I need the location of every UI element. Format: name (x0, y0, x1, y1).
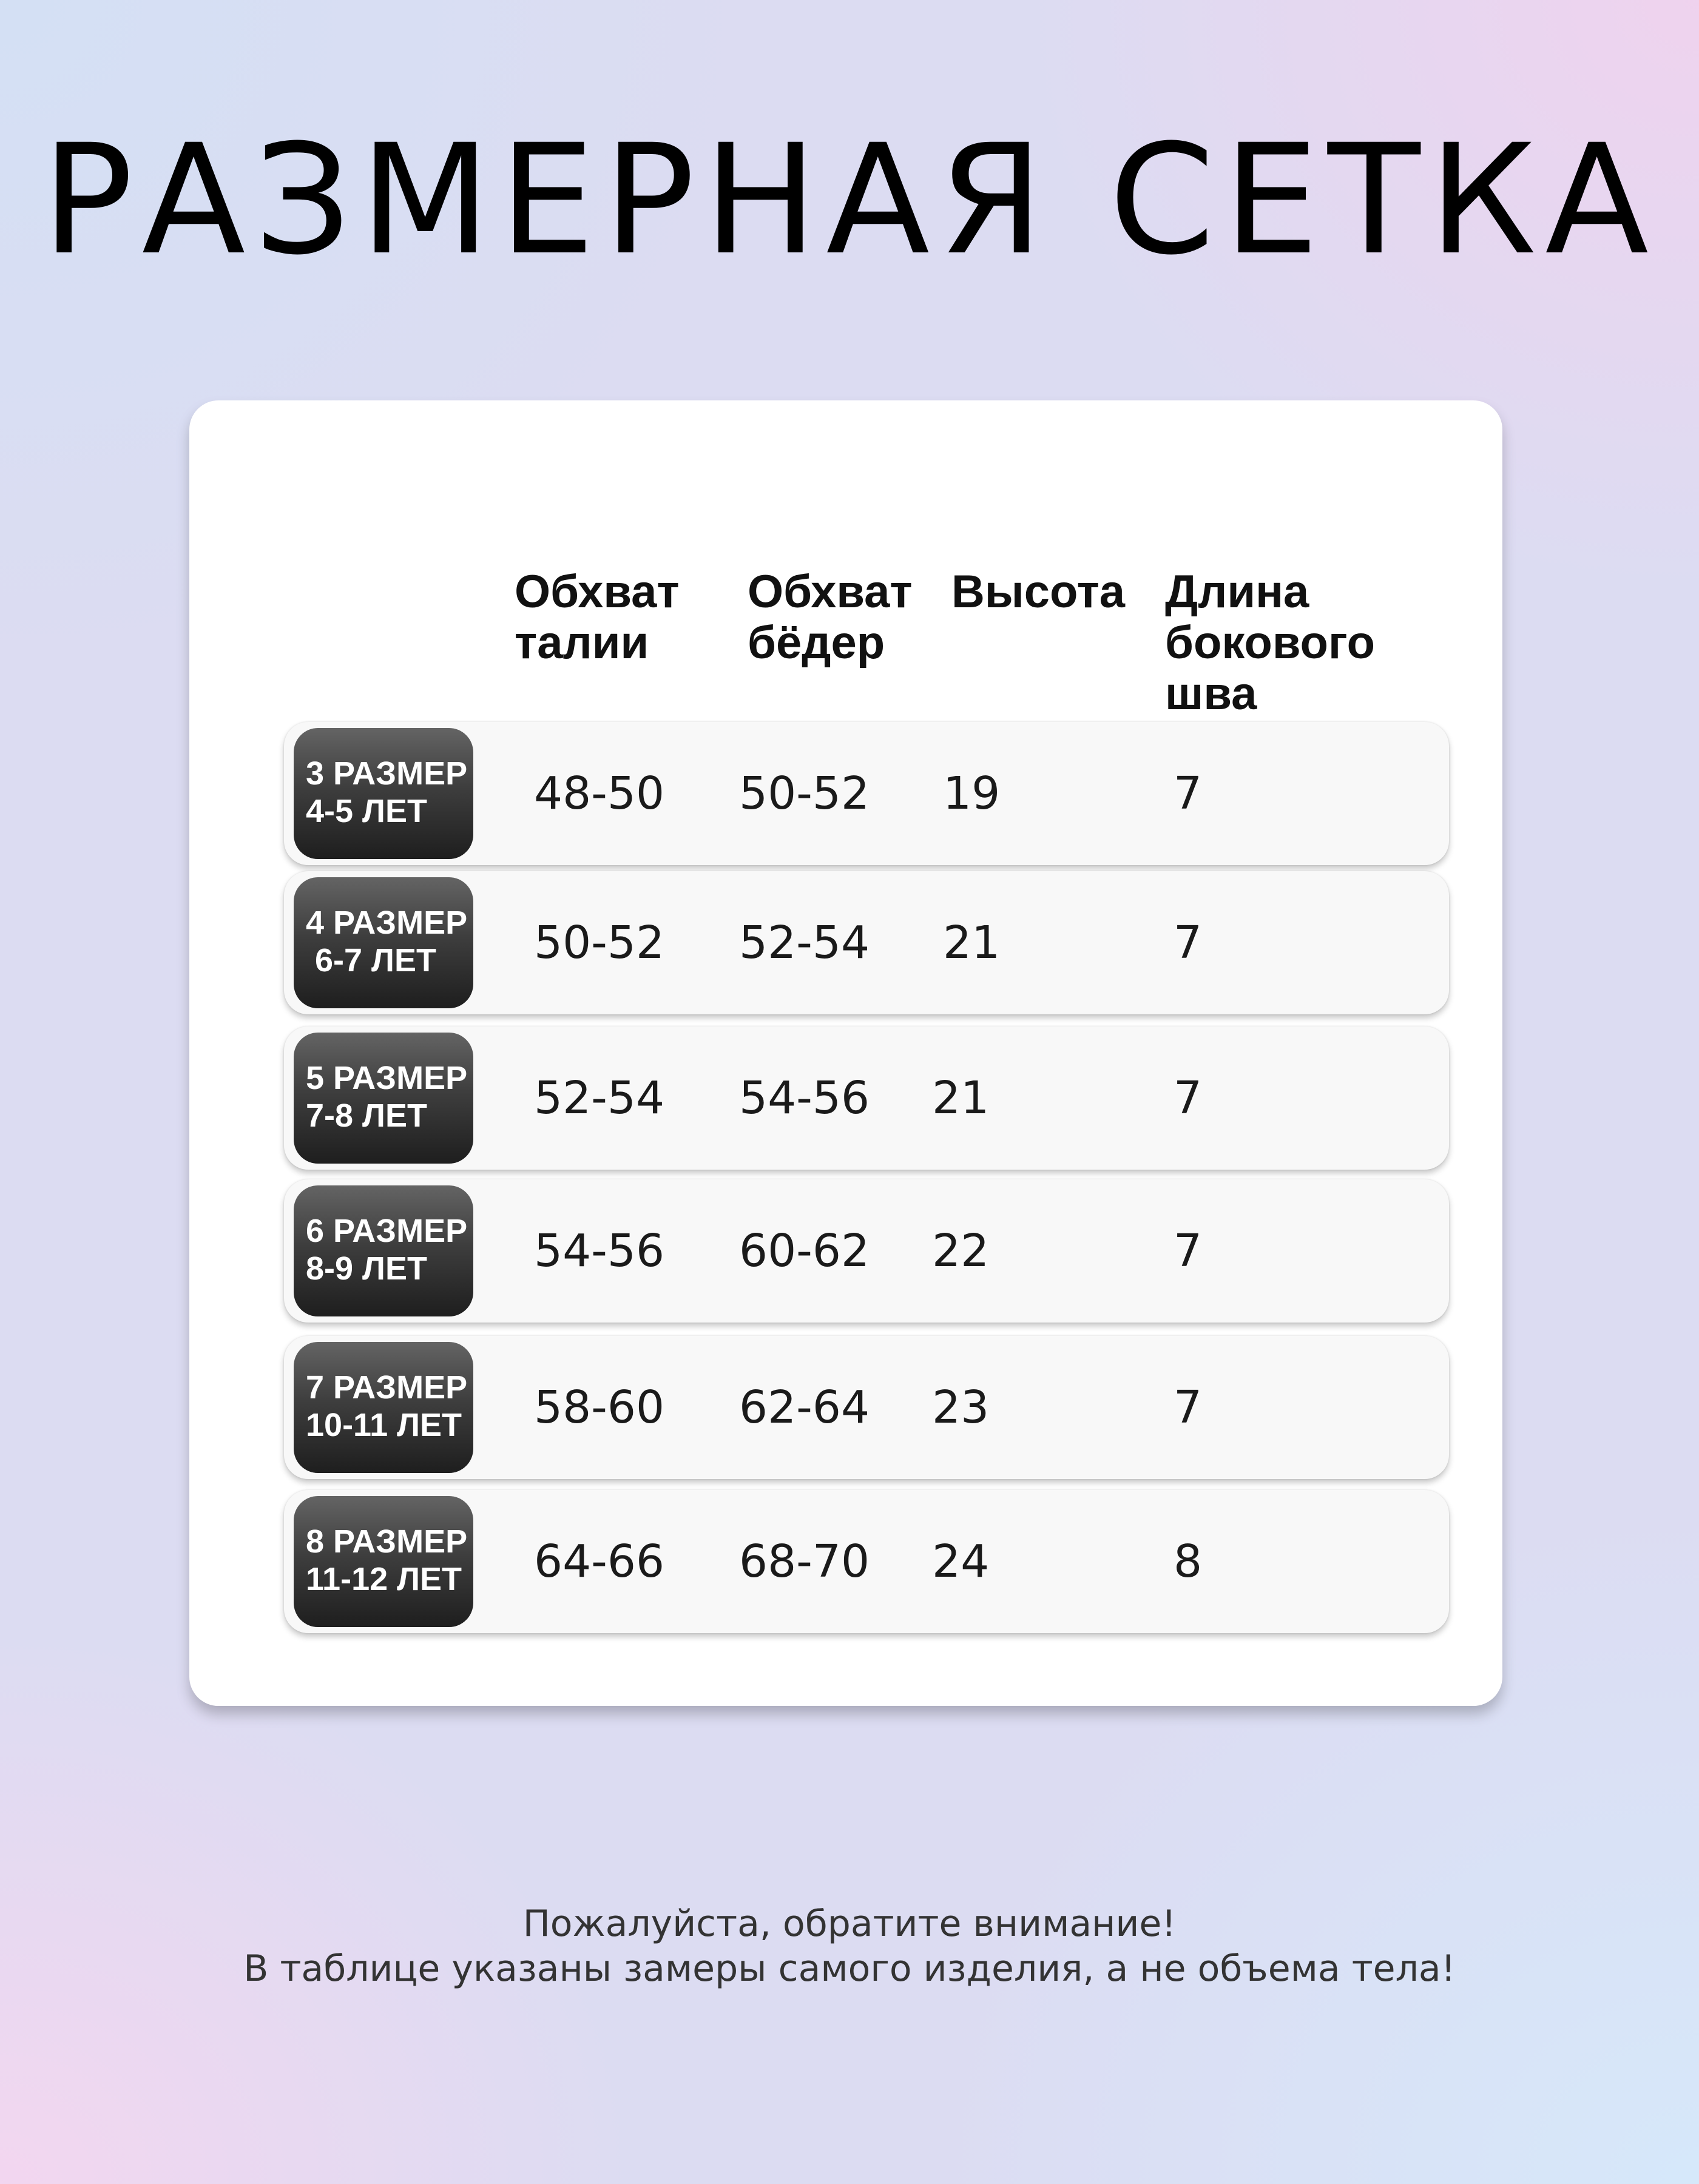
height-value: 23 (932, 1381, 990, 1434)
size-badge: 4 РАЗМЕР 6-7 ЛЕТ (294, 877, 473, 1008)
hips-value: 68-70 (739, 1535, 870, 1588)
size-badge: 8 РАЗМЕР 11-12 ЛЕТ (294, 1496, 473, 1627)
header-hips: Обхват бёдер (748, 566, 913, 669)
size-badge: 7 РАЗМЕР 10-11 ЛЕТ (294, 1342, 473, 1473)
seam-value: 7 (1174, 1072, 1203, 1124)
size-badge: 6 РАЗМЕР 8-9 ЛЕТ (294, 1185, 473, 1316)
hips-value: 60-62 (739, 1225, 870, 1277)
height-value: 22 (932, 1225, 990, 1277)
size-badge: 3 РАЗМЕР 4-5 ЛЕТ (294, 728, 473, 859)
waist-value: 50-52 (534, 917, 665, 969)
table-row (284, 1179, 1449, 1323)
note-line-1: Пожалуйста, обратите внимание! (522, 1903, 1177, 1945)
table-row (284, 1026, 1449, 1170)
waist-value: 54-56 (534, 1225, 665, 1277)
page-title: РАЗМЕРНАЯ СЕТКА (41, 112, 1658, 288)
table-row (284, 871, 1449, 1014)
height-value: 21 (932, 1072, 990, 1124)
table-row (284, 1336, 1449, 1479)
seam-value: 7 (1174, 917, 1203, 969)
seam-value: 8 (1174, 1535, 1203, 1588)
seam-value: 7 (1174, 1381, 1203, 1434)
seam-value: 7 (1174, 767, 1203, 820)
height-value: 21 (943, 917, 1001, 969)
note-line-2: В таблице указаны замеры самого изделия, а не объема тела! (243, 1947, 1456, 1990)
hips-value: 54-56 (739, 1072, 870, 1124)
height-value: 19 (943, 767, 1001, 820)
header-waist: Обхват талии (515, 566, 680, 669)
header-height: Высота (951, 566, 1126, 618)
size-badge: 5 РАЗМЕР 7-8 ЛЕТ (294, 1033, 473, 1164)
hips-value: 50-52 (739, 767, 870, 820)
height-value: 24 (932, 1535, 990, 1588)
table-row (284, 722, 1449, 865)
waist-value: 58-60 (534, 1381, 665, 1434)
hips-value: 52-54 (739, 917, 870, 969)
waist-value: 64-66 (534, 1535, 665, 1588)
waist-value: 52-54 (534, 1072, 665, 1124)
hips-value: 62-64 (739, 1381, 870, 1434)
seam-value: 7 (1174, 1225, 1203, 1277)
header-seam-length: Длина бокового шва (1165, 566, 1376, 720)
waist-value: 48-50 (534, 767, 665, 820)
table-row (284, 1490, 1449, 1633)
